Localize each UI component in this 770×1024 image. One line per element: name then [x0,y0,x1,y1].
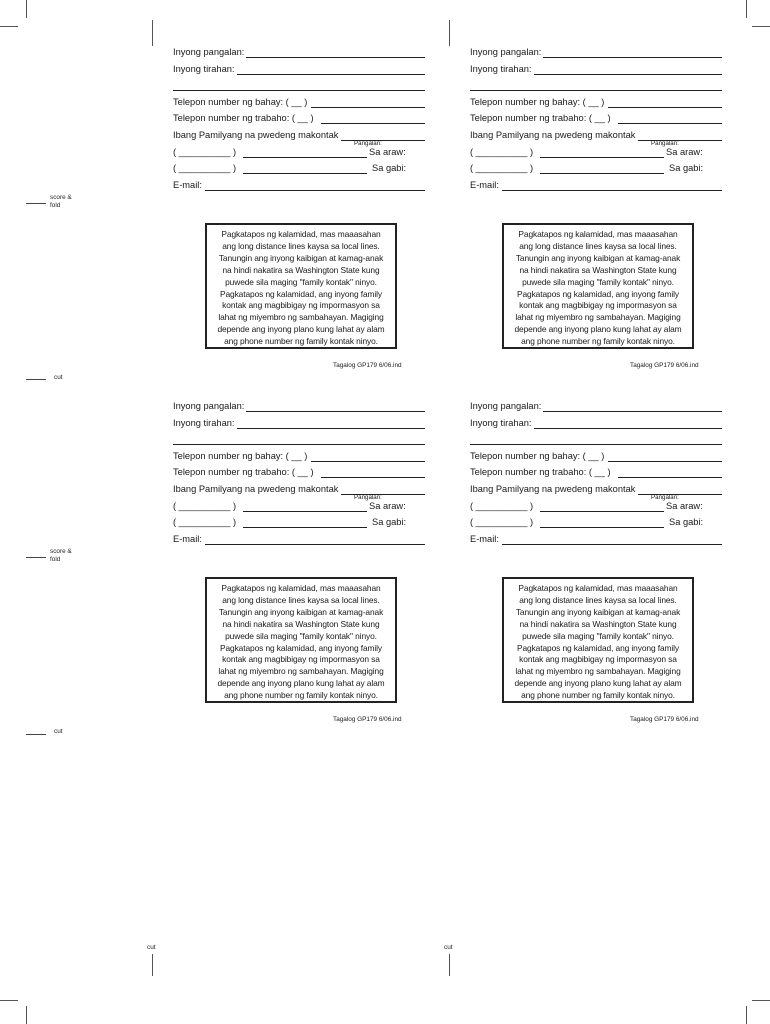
cut-mark [26,379,46,380]
day-phone-field[interactable] [540,157,664,158]
crop-mark [449,20,450,46]
address-label: Inyong tirahan: [470,64,532,74]
address-field[interactable] [534,428,722,429]
work-phone-field[interactable] [618,123,722,124]
home-phone-field[interactable] [608,461,722,462]
contact-card [173,398,425,738]
work-phone-field[interactable] [618,477,722,478]
info-line: Pagkatapos ng kalamidad, mas maaasahan [221,583,381,593]
address-label: Inyong tirahan: [173,418,235,428]
night-area-code: ( __________ ) [173,163,237,173]
info-line: depende ang inyong plano kung lahat ay alam [514,324,682,335]
info-line: ang phone number ng family kontak ninyo. [521,336,675,347]
contact-card [470,398,722,738]
document-code: Tagalog GP179 6/06.ind [333,716,402,723]
score-fold-label: score & fold [50,548,72,563]
night-label: Sa gabi: [669,163,704,173]
score-fold-label: score & fold [50,194,72,209]
day-label: Sa araw: [666,147,703,157]
night-label: Sa gabi: [669,517,704,527]
name-label: Inyong pangalan: [173,47,245,57]
day-label: Sa araw: [369,147,406,157]
cut-label: cut [54,374,63,381]
info-line: kontak ang magbibigay ng impormasyon sa [519,300,677,311]
crop-mark [26,0,27,18]
address-field[interactable] [237,428,425,429]
crop-mark [152,20,153,46]
email-field[interactable] [205,544,425,545]
info-line: depende ang inyong plano kung lahat ay alam [217,324,385,335]
info-line: ang long distance lines kaysa sa local lines. [222,240,380,251]
email-label: E-mail: [470,180,499,190]
info-line: ang phone number ng family kontak ninyo. [224,690,378,701]
night-area-code: ( __________ ) [470,517,534,527]
day-label: Sa araw: [666,501,703,511]
address-field[interactable] [237,74,425,75]
day-phone-field[interactable] [243,511,367,512]
info-line: Tanungin ang inyong kaibigan at kamag-anak [218,252,384,263]
info-line: ang phone number ng family kontak ninyo. [521,690,675,701]
email-label: E-mail: [470,534,499,544]
pangalan-label: Pangalan: [354,494,382,501]
night-label: Sa gabi: [372,163,407,173]
info-line: puwede sila maging "family kontak" ninyo. [522,630,674,641]
cut-label: cut [444,944,453,951]
night-phone-field[interactable] [243,527,367,528]
info-line: puwede sila maging "family kontak" ninyo. [225,276,377,287]
contact-card [173,44,425,384]
home-phone-field[interactable] [311,107,425,108]
work-phone-label: Telepon number ng trabaho: ( __ ) [173,113,314,123]
day-area-code: ( __________ ) [470,501,534,511]
cut-label: cut [54,728,63,735]
address-field-line-2[interactable] [173,90,425,91]
name-field[interactable] [543,411,722,412]
info-line: puwede sila maging "family kontak" ninyo. [522,276,674,287]
home-phone-label: Telepon number ng bahay: ( __ ) [173,97,308,107]
email-label: E-mail: [173,180,202,190]
night-label: Sa gabi: [372,517,407,527]
home-phone-field[interactable] [311,461,425,462]
info-line: kontak ang magbibigay ng impormasyon sa [519,654,677,665]
name-field[interactable] [246,411,425,412]
family-contact-label: Ibang Pamilyang na pwedeng makontak [470,130,636,140]
info-line: ang long distance lines kaysa sa local lines. [519,594,677,605]
crop-mark [152,954,153,976]
email-field[interactable] [205,190,425,191]
info-line: lahat ng miyembro ng sambahayan. Magiging [218,666,384,677]
email-field[interactable] [502,544,722,545]
info-box [205,223,397,349]
info-line: ang long distance lines kaysa sa local lines. [222,594,380,605]
work-phone-label: Telepon number ng trabaho: ( __ ) [470,113,611,123]
day-area-code: ( __________ ) [173,501,237,511]
address-field-line-2[interactable] [173,444,425,445]
home-phone-label: Telepon number ng bahay: ( __ ) [173,451,308,461]
work-phone-field[interactable] [321,123,425,124]
address-field[interactable] [534,74,722,75]
night-phone-field[interactable] [243,173,367,174]
info-line: Tanungin ang inyong kaibigan at kamag-anak [218,606,384,617]
home-phone-label: Telepon number ng bahay: ( __ ) [470,97,605,107]
info-line: Pagkatapos ng kalamidad, mas maaasahan [518,229,678,239]
document-code: Tagalog GP179 6/06.ind [630,362,699,369]
address-field-line-2[interactable] [470,90,722,91]
info-line: na hindi nakatira sa Washington State kung [222,618,380,629]
info-line: puwede sila maging "family kontak" ninyo. [225,630,377,641]
crop-mark [449,954,450,976]
cut-label: cut [147,944,156,951]
info-box [502,223,694,349]
email-field[interactable] [502,190,722,191]
night-area-code: ( __________ ) [470,163,534,173]
day-phone-field[interactable] [540,511,664,512]
pangalan-label: Pangalan: [651,140,679,147]
document-code: Tagalog GP179 6/06.ind [333,362,402,369]
info-line: depende ang inyong plano kung lahat ay alam [514,678,682,689]
info-line: Tanungin ang inyong kaibigan at kamag-anak [515,252,681,263]
crop-mark [752,26,770,27]
crop-mark [0,26,18,27]
family-contact-label: Ibang Pamilyang na pwedeng makontak [173,484,339,494]
pangalan-label: Pangalan: [651,494,679,501]
info-line: Pagkatapos ng kalamidad, ang inyong family [219,288,382,299]
crop-mark [746,0,747,18]
info-line: Pagkatapos ng kalamidad, mas maaasahan [518,583,678,593]
home-phone-field[interactable] [608,107,722,108]
family-contact-label: Ibang Pamilyang na pwedeng makontak [470,484,636,494]
day-area-code: ( __________ ) [173,147,237,157]
address-label: Inyong tirahan: [470,418,532,428]
info-line: na hindi nakatira sa Washington State kung [222,264,380,275]
info-line: Pagkatapos ng kalamidad, mas maaasahan [221,229,381,239]
name-label: Inyong pangalan: [470,47,542,57]
info-line: lahat ng miyembro ng sambahayan. Magiging [515,666,681,677]
home-phone-label: Telepon number ng bahay: ( __ ) [470,451,605,461]
info-line: lahat ng miyembro ng sambahayan. Magiging [218,312,384,323]
day-label: Sa araw: [369,501,406,511]
cut-mark [26,734,46,735]
night-phone-field[interactable] [540,527,664,528]
info-line: ang long distance lines kaysa sa local lines. [519,240,677,251]
crop-mark [26,1006,27,1024]
name-field[interactable] [543,57,722,58]
score-fold-mark [26,557,46,558]
work-phone-label: Telepon number ng trabaho: ( __ ) [470,467,611,477]
info-line: lahat ng miyembro ng sambahayan. Magiging [515,312,681,323]
address-field-line-2[interactable] [470,444,722,445]
info-box [205,577,397,703]
work-phone-field[interactable] [321,477,425,478]
info-line: Pagkatapos ng kalamidad, ang inyong family [516,288,679,299]
family-contact-label: Ibang Pamilyang na pwedeng makontak [173,130,339,140]
info-line: depende ang inyong plano kung lahat ay alam [217,678,385,689]
crop-mark [746,1006,747,1024]
day-area-code: ( __________ ) [470,147,534,157]
name-label: Inyong pangalan: [470,401,542,411]
contact-card [470,44,722,384]
info-line: Tanungin ang inyong kaibigan at kamag-anak [515,606,681,617]
info-line: Pagkatapos ng kalamidad, ang inyong family [219,642,382,653]
info-line: kontak ang magbibigay ng impormasyon sa [222,300,380,311]
info-line: ang phone number ng family kontak ninyo. [224,336,378,347]
email-label: E-mail: [173,534,202,544]
day-phone-field[interactable] [243,157,367,158]
crop-mark [752,1000,770,1001]
work-phone-label: Telepon number ng trabaho: ( __ ) [173,467,314,477]
info-line: Pagkatapos ng kalamidad, ang inyong family [516,642,679,653]
night-area-code: ( __________ ) [173,517,237,527]
crop-mark [0,1000,18,1001]
document-code: Tagalog GP179 6/06.ind [630,716,699,723]
score-fold-mark [26,203,46,204]
info-box [502,577,694,703]
address-label: Inyong tirahan: [173,64,235,74]
info-line: na hindi nakatira sa Washington State kung [519,618,677,629]
name-field[interactable] [246,57,425,58]
night-phone-field[interactable] [540,173,664,174]
name-label: Inyong pangalan: [173,401,245,411]
info-line: kontak ang magbibigay ng impormasyon sa [222,654,380,665]
info-line: na hindi nakatira sa Washington State kung [519,264,677,275]
pangalan-label: Pangalan: [354,140,382,147]
